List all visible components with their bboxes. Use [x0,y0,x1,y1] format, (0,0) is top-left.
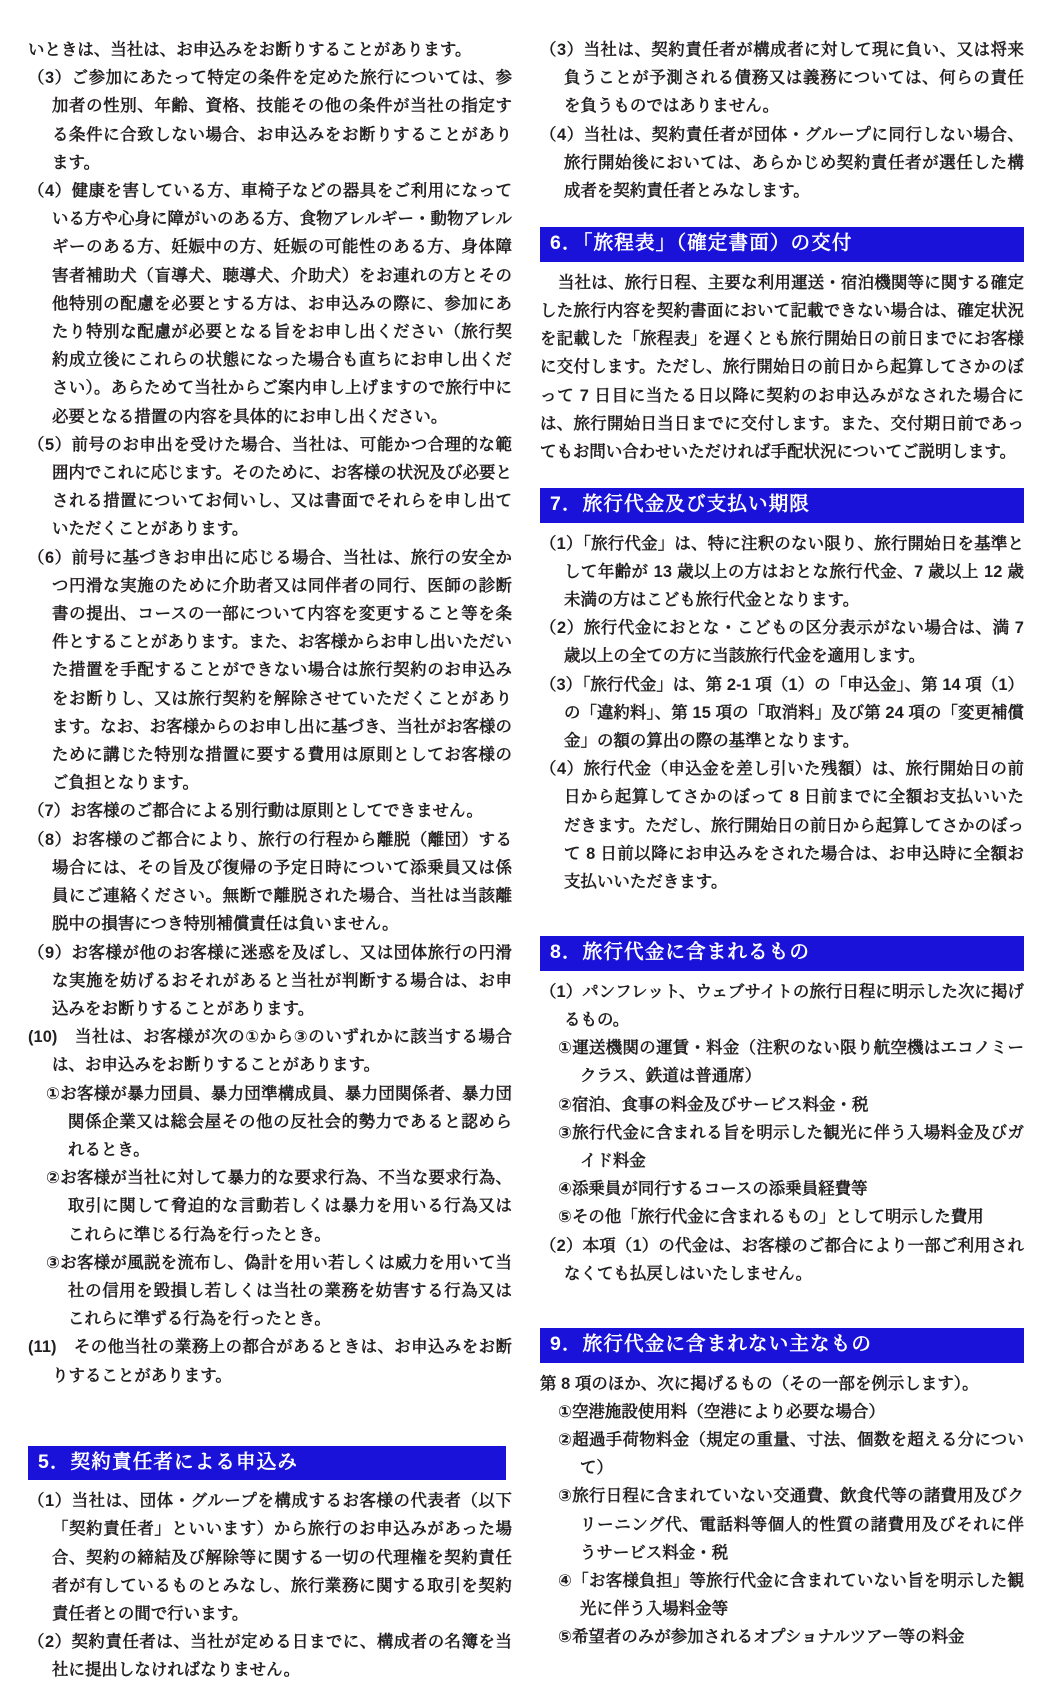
vertical-spacer [540,896,1024,936]
section-header-9: 9．旅行代金に含まれない主なもの [540,1328,1024,1363]
body-paragraph: （4）当社は、契約責任者が団体・グループに同行しない場合、旅行開始後においては、あらかじめ契約責任者が選任した構成者を契約責任者とみなします。 [540,125,1024,201]
body-paragraph: ②お客様が当社に対して暴力的な要求行為、不当な要求行為、取引に関して脅迫的な言動若しくは暴力を用いる行為又はこれらに準じる行為を行ったとき。 [46,1169,512,1244]
right-text-column [540,36,1024,1647]
body-paragraph: ①お客様が暴力団員、暴力団準構成員、暴力団関係者、暴力団関係企業又は総会屋その他の反社会的勢力であると認められるとき。 [46,1084,512,1159]
body-paragraph: ①運送機関の運賃・料金（注釈のない限り航空機はエコノミークラス、鉄道は普通席） [558,1039,1024,1086]
section-header-8: 8．旅行代金に含まれるもの [540,936,1024,971]
body-paragraph: ③お客様が風説を流布し、偽計を用い若しくは威力を用いて当社の信用を毀損し若しくは当社の業務を妨害する行為又はこれらに準ずる行為を行ったとき。 [46,1253,512,1329]
body-paragraph: （3）「旅行代金」は、第 2-1 項（1）の「申込金」、第 14 項（1）の「違約料」、第 15 項の「取消料」及び第 24 項の「変更補償金」の額の算出の際の基準となります。 [540,675,1024,751]
left-text-column [28,36,512,1680]
vertical-spacer [28,1390,512,1446]
body-paragraph: （5）前号のお申出を受けた場合、当社は、可能かつ合理的な範囲内でこれに応じます。そのために、お客様の状況及び必要とされる措置についてお伺いし、又は書面でそれらを申し出ていただくことがあります。 [28,435,512,539]
vertical-spacer [540,1288,1024,1328]
body-paragraph: （1）当社は、団体・グループを構成するお客様の代表者（以下「契約責任者」といいます）から旅行のお申込みがあった場合、契約の締結及び解除等に関する一切の代理権を契約責任者が有しているものとみなし、旅行業務に関する取引を契約責任者との間で行います。 [28,1492,512,1624]
body-paragraph: ④「お客様負担」等旅行代金に含まれていない旨を明示した観光に伴う入場料金等 [558,1571,1024,1619]
body-paragraph: (10) 当社は、お客様が次の①から③のいずれかに該当する場合は、お申込みをお断りすることがあります。 [28,1028,512,1075]
body-paragraph: （4）旅行代金（申込金を差し引いた残額）は、旅行開始日の前日から起算してさかのぼって 8 日前までに全額お支払いいただきます。ただし、旅行開始日の前日から起算してさかのぼって 8 日前以降にお申込みをされた場合は、お申込時に全額お支払いいただきます。 [540,760,1024,892]
body-paragraph: （7）お客様のご都合による別行動は原則としてできません。 [28,802,483,821]
vertical-spacer [540,466,1024,488]
body-paragraph: ③旅行代金に含まれる旨を明示した観光に伴う入場料金及びガイド料金 [558,1123,1024,1170]
body-paragraph: （6）前号に基づきお申出に応じる場合、当社は、旅行の安全かつ円滑な実施のために介助者又は同伴者の同行、医師の診断書の提出、コースの一部について内容を変更すること等を条件とすることがあります。また、お客様からお申し出いただいた措置を手配することができない場合は旅行契約のお申込みをお断りし、又は旅行契約を解除させていただくことがあります。なお、お客様からのお申し出に基づき、当社がお客様のために講じた特別な措置に要する費用は原則としてお客様のご負担となります。 [28,548,512,793]
body-paragraph: いときは、当社は、お申込みをお断りすることがあります。 [28,41,472,59]
body-paragraph: ①空港施設使用料（空港により必要な場合） [558,1402,885,1421]
body-paragraph: （9）お客様が他のお客様に迷惑を及ぼし、又は団体旅行の円滑な実施を妨げるおそれがあると当社が判断する場合は、お申込みをお断りすることがあります。 [28,943,512,1018]
body-paragraph: ⑤希望者のみが参加されるオプショナルツアー等の料金 [558,1628,965,1647]
section-header-6: 6．「旅程表」（確定書面）の交付 [540,227,1024,262]
body-paragraph: 当社は、旅行日程、主要な利用運送・宿泊機関等に関する確定した旅行内容を契約書面において記載できない場合は、確定状況を記載した「旅程表」を遅くとも旅行開始日の前日までにお客様に交付します。ただし、旅行開始日の前日から起算してさかのぼって 7 日目に当たる日以降に契約のお申込みがなされた場合には、旅行開始日当日までに交付します。また、交付期日前であってもお問い合わせいただければ手配状況についてご説明します。 [540,273,1024,461]
body-paragraph: 第 8 項のほか、次に掲げるもの（その一部を例示します）。 [540,1374,979,1393]
body-paragraph: ②宿泊、食事の料金及びサービス料金・税 [558,1095,869,1114]
section-header-5: 5．契約責任者による申込み [28,1446,506,1481]
body-paragraph: ⑤その他「旅行代金に含まれるもの」として明示した費用 [558,1208,984,1227]
section-header-7: 7．旅行代金及び支払い期限 [540,488,1024,523]
vertical-spacer [540,205,1024,227]
body-paragraph: （1）パンフレット、ウェブサイトの旅行日程に明示した次に掲げるもの。 [540,982,1024,1029]
body-paragraph: （3）ご参加にあたって特定の条件を定めた旅行については、参加者の性別、年齢、資格、技能その他の条件が当社の指定する条件に合致しない場合、お申込みをお断りすることがあります。 [28,69,512,172]
body-paragraph: （3）当社は、契約責任者が構成者に対して現に負い、又は将来負うことが予測される債務又は義務については、何らの責任を負うものではありません。 [540,41,1024,116]
body-paragraph: ③旅行日程に含まれていない交通費、飲食代等の諸費用及びクリーニング代、電話料等個人的性質の諸費用及びそれに伴うサービス料金・税 [558,1487,1024,1562]
body-paragraph: （2）契約責任者は、当社が定める日までに、構成者の名簿を当社に提出しなければなりません。 [28,1633,512,1680]
body-paragraph: （2）本項（1）の代金は、お客様のご都合により一部ご利用されなくても払戻しはいたしません。 [540,1236,1024,1283]
body-paragraph: （4）健康を害している方、車椅子などの器具をご利用になっている方や心身に障がいのある方、食物アレルギー・動物アレルギーのある方、妊娠中の方、妊娠の可能性のある方、身体障害者補助犬（盲導犬、聴導犬、介助犬）をお連れの方とその他特別の配慮を必要とする方は、お申込みの際に、参加にあたり特別な配慮が必要となる旨をお申し出ください（旅行契約成立後にこれらの状態になった場合も直ちにお申し出ください）。あらためて当社からご案内申し上げますので旅行中に必要となる措置の内容を具体的にお申し出ください。 [28,182,512,426]
body-paragraph: ②超過手荷物料金（規定の重量、寸法、個数を超える分について） [558,1430,1024,1478]
body-paragraph: （2）旅行代金におとな・こどもの区分表示がない場合は、満 7 歳以上の全ての方に当該旅行代金を適用します。 [540,619,1024,666]
body-paragraph: （8）お客様のご都合により、旅行の行程から離脱（離団）する場合には、その旨及び復帰の予定日時について添乗員又は係員にご連絡ください。無断で離脱された場合、当社は当該離脱中の損害につき特別補償責任は負いません。 [28,830,512,934]
body-paragraph: ④添乗員が同行するコースの添乗員経費等 [558,1180,868,1199]
body-paragraph: (11) その他当社の業務上の都合があるときは、お申込みをお断りすることがあります。 [28,1338,512,1385]
body-paragraph: （1）「旅行代金」は、特に注釈のない限り、旅行開始日を基準として年齢が 13 歳以上の方はおとな旅行代金、7 歳以上 12 歳未満の方はこども旅行代金となります。 [540,534,1024,610]
